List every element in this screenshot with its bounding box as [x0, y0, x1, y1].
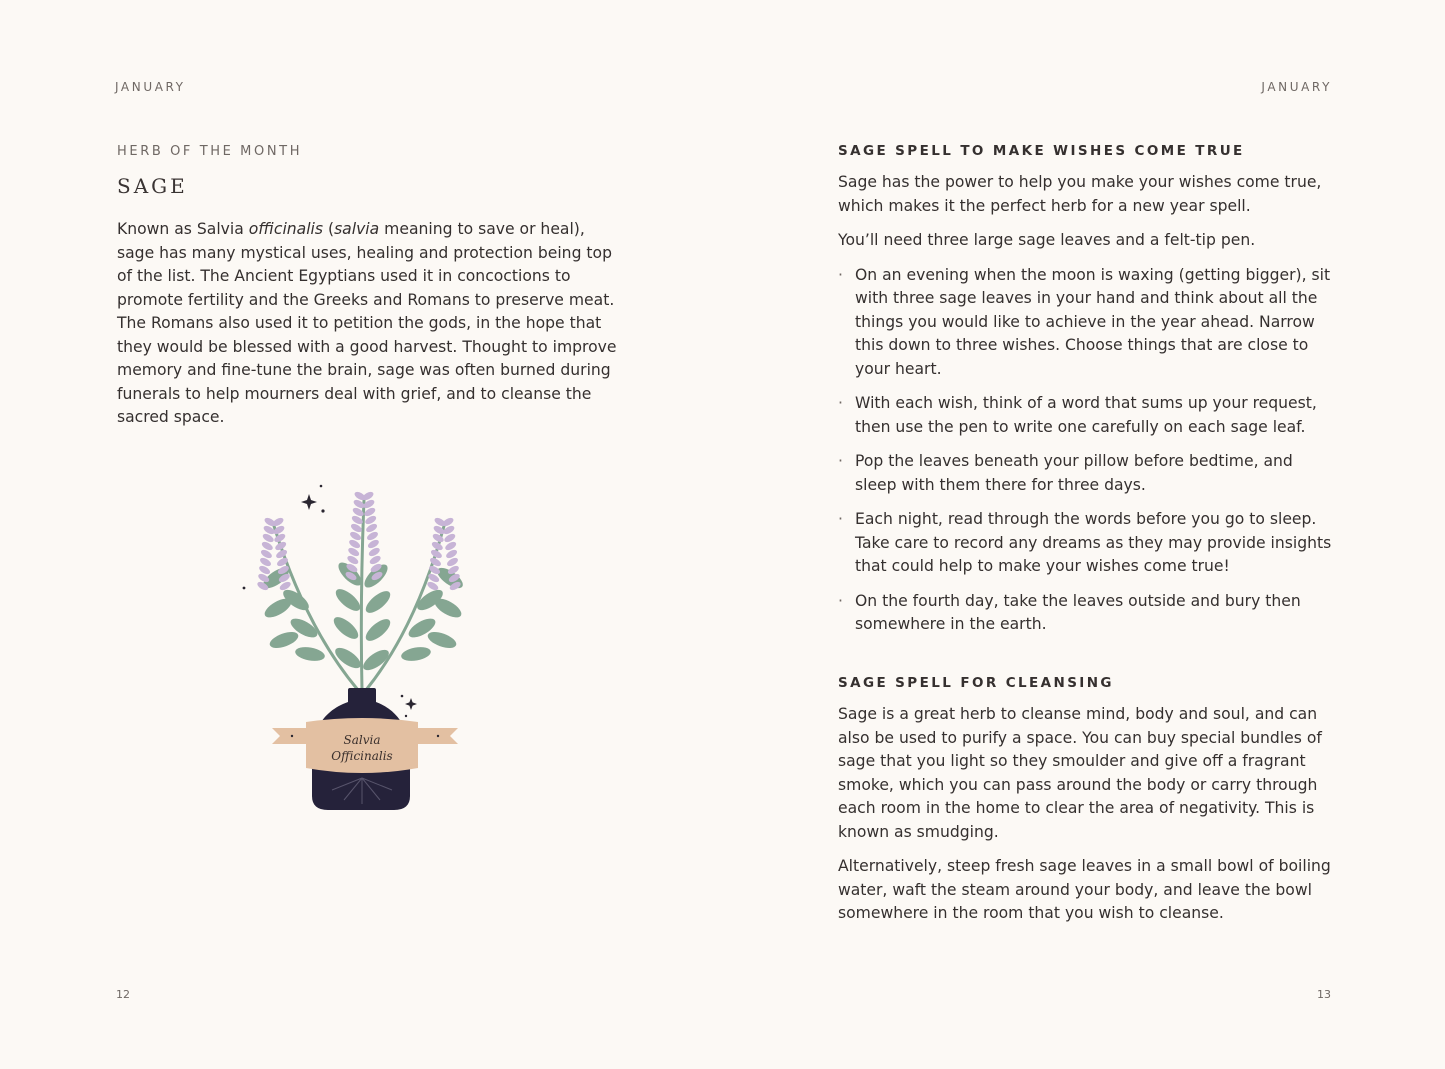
paragraph: Alternatively, steep fresh sage leaves in a small bowl of boiling water, waft the steam around your body, and leave the bowl somewhere in the room that you wish to cleanse.: [838, 857, 1331, 922]
list-item: · On an evening when the moon is waxing (getting bigger), sit with three sage leaves in your hand and think about all the things you would like to achieve in the year ahead. Narrow this down to three wishes. Choose things that are close to your heart.: [838, 264, 1338, 382]
flower-petal: [444, 540, 458, 552]
flower-petal: [368, 554, 382, 566]
sage-bottle-illustration: [236, 478, 472, 818]
stem: [361, 500, 364, 690]
flower-petal: [346, 554, 360, 566]
leaf: [362, 587, 393, 616]
leaf: [268, 629, 301, 651]
flower-petal: [348, 538, 362, 550]
flower-petal: [347, 546, 361, 558]
list-item: · On the fourth day, take the leaves outside and bury then somewhere in the earth.: [838, 590, 1338, 637]
leaf: [426, 629, 459, 651]
section-kicker: HERB OF THE MONTH: [117, 144, 303, 159]
spell-wishes-section: [838, 143, 1338, 637]
intro-paragraph: Known as Salvia officinalis (salvia meaning to save or heal), sage has many mystical uses, healing and protection being top of the list. The Ancient Egyptians used it in concoctions to promote fertility and the Greeks and Romans to preserve meat. The Romans also used it to petition the gods, in the hope that they would be blessed with a good harvest. Thought to improve memory and fine-tune the brain, sage was often burned during funerals to help mourners deal with grief, and to cleanse the sacred space.: [117, 220, 617, 426]
leaf: [332, 585, 363, 614]
flower-petal: [367, 538, 381, 550]
page-number-right: 13: [1317, 988, 1331, 1001]
list-item: · Pop the leaves beneath your pillow before bedtime, and sleep with them there for three days.: [838, 450, 1338, 497]
flower-petal: [350, 522, 364, 534]
svg-text:Salvia: Salvia: [343, 733, 381, 747]
flower-petal: [446, 556, 460, 568]
steps-list: [838, 264, 1338, 637]
running-head-right: JANUARY: [1261, 80, 1332, 94]
flower-petal: [445, 548, 459, 560]
leaf: [400, 645, 432, 663]
paragraph: You’ll need three large sage leaves and a felt-tip pen.: [838, 231, 1256, 249]
right-page: [722, 0, 1445, 1069]
flower-petal: [365, 522, 379, 534]
flower-petal: [259, 556, 273, 568]
flower-petal: [261, 532, 275, 544]
leaf: [294, 645, 326, 663]
flower-petal: [368, 546, 382, 558]
leaf: [330, 613, 361, 642]
list-item: · With each wish, think of a word that sums up your request, then use the pen to write one carefully on each sage leaf.: [838, 392, 1338, 439]
leaf: [362, 615, 393, 644]
left-page: [0, 0, 722, 1069]
page-title: SAGE: [117, 174, 188, 198]
flower-petal: [260, 548, 274, 560]
flower-petal: [364, 514, 378, 526]
section-heading: SAGE SPELL TO MAKE WISHES COME TRUE: [838, 143, 1245, 159]
flower-petal: [443, 532, 457, 544]
spell-cleansing-section: [838, 675, 1338, 926]
paragraph: Sage is a great herb to cleanse mind, body and soul, and can also be used to purify a space. You can buy special bundles of sage that you light so they smoulder and give off a fragrant smoke, which you can pass around the body or carry through each room in the home to clear the area of negativity. This is known as smudging.: [838, 705, 1322, 841]
list-item: · Each night, read through the words before you go to sleep. Take care to record any dreams as they may provide insights that could help to make your wishes come true!: [838, 508, 1338, 579]
section-heading: SAGE SPELL FOR CLEANSING: [838, 675, 1114, 691]
flower-petal: [261, 540, 275, 552]
flower-petal: [258, 564, 272, 576]
running-head-left: JANUARY: [115, 80, 186, 94]
label-ribbon: [272, 718, 458, 773]
svg-text:Officinalis: Officinalis: [331, 749, 393, 763]
paragraph: Sage has the power to help you make your wishes come true, which makes it the perfect herb for a new year spell.: [838, 173, 1322, 215]
page-number-left: 12: [116, 988, 130, 1001]
flower-petal: [349, 530, 363, 542]
flower-petal: [366, 530, 380, 542]
leaf: [332, 644, 364, 672]
